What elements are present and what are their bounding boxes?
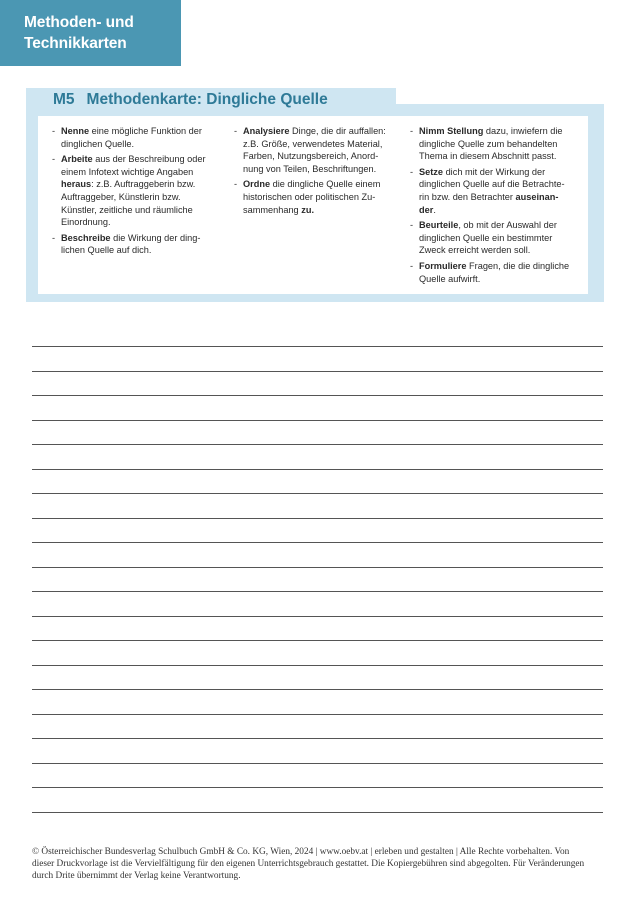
bullet-dash: -: [234, 126, 238, 136]
instruction-item: [52, 153, 212, 229]
instruction-item: [52, 232, 212, 257]
footer-line-3: durch Drite übernimmt der Verlag keine Verantwortung.: [32, 871, 241, 882]
instruction-line: [243, 150, 394, 163]
instruction-text: die dingliche Quelle einem: [270, 179, 381, 190]
instruction-text: , ob mit der Auswahl der: [458, 220, 557, 231]
instruction-text: Quelle aufwirft.: [419, 273, 481, 284]
instruction-line: [61, 244, 212, 257]
method-card-column-1: [52, 125, 212, 260]
instruction-text: aus der Beschreibung oder: [92, 154, 206, 165]
bullet-dash: -: [410, 220, 414, 231]
bullet-dash: -: [52, 154, 56, 165]
instruction-verb: Nenne: [61, 126, 90, 136]
writing-line: [32, 689, 603, 690]
method-card-title-text: Methodenkarte: Dingliche Quelle: [86, 91, 328, 108]
writing-line: [32, 444, 603, 445]
writing-line: [32, 640, 603, 641]
bullet-dash: -: [410, 260, 414, 271]
instruction-line: [243, 191, 394, 204]
instruction-text: Fragen, die die dingliche: [466, 260, 570, 271]
instruction-text: dingliche Quelle zum behandelten: [419, 138, 558, 149]
instruction-line: [61, 178, 212, 191]
writing-line: [32, 346, 603, 347]
instruction-text: lichen Quelle auf dich.: [61, 245, 152, 256]
instruction-line: [61, 232, 212, 245]
instruction-line: [243, 178, 394, 191]
instruction-item: [52, 125, 212, 150]
instruction-text: dazu, inwiefern die: [483, 126, 563, 136]
writing-line: [32, 616, 603, 617]
instruction-verb: Analysiere: [243, 126, 290, 136]
instruction-line: [243, 163, 394, 176]
instruction-item: [410, 166, 578, 216]
section-header-tab: [0, 0, 181, 66]
section-header-line-2: Technikkarten: [24, 35, 127, 52]
instruction-text: nung von Teilen, Beschriftungen.: [243, 163, 377, 174]
instruction-verb: Beurteile: [419, 220, 459, 231]
instruction-text: Auftraggeber, Künstlerin bzw.: [61, 191, 181, 202]
copyright-footer: [32, 846, 607, 883]
instruction-text: dinglichen Quelle auf die Betrachte-: [419, 179, 565, 190]
instruction-verb: der: [419, 204, 434, 215]
bullet-dash: -: [234, 179, 238, 190]
instruction-line: [61, 153, 212, 166]
instruction-line: [61, 216, 212, 229]
instruction-item: [234, 178, 394, 216]
instruction-text: dich mit der Wirkung der: [443, 166, 546, 177]
instruction-text: sammenhang: [243, 204, 302, 215]
instruction-text: die Wirkung der ding-: [110, 232, 201, 243]
writing-line: [32, 395, 603, 396]
writing-line: [32, 738, 603, 739]
writing-line: [32, 493, 603, 494]
writing-line: [32, 591, 603, 592]
instruction-line: [243, 125, 394, 138]
instruction-text: rin bzw. den Betrachter: [419, 191, 516, 202]
instruction-verb: Ordne: [243, 179, 271, 190]
instruction-line: [61, 138, 212, 151]
writing-line: [32, 812, 603, 813]
instruction-verb: Setze: [419, 166, 444, 177]
instruction-line: [419, 191, 578, 204]
method-card-column-2: [234, 125, 394, 219]
instruction-text: einem Infotext wichtige Angaben: [61, 166, 194, 177]
instruction-line: [419, 232, 578, 245]
instruction-text: Künstler, zeitliche und räumliche: [61, 204, 193, 215]
writing-line: [32, 371, 603, 372]
instruction-text: eine mögliche Funktion der: [89, 126, 202, 136]
instruction-text: Thema in diesem Abschnitt passt.: [419, 151, 557, 162]
method-card-column-3: [410, 125, 578, 288]
instruction-text: Zweck erreicht werden soll.: [419, 245, 531, 256]
instruction-item: [410, 260, 578, 285]
writing-line: [32, 420, 603, 421]
instruction-line: [419, 166, 578, 179]
writing-line: [32, 665, 603, 666]
writing-line: [32, 518, 603, 519]
instruction-item: [410, 219, 578, 257]
instruction-text: .: [433, 204, 436, 215]
instruction-line: [61, 166, 212, 179]
instruction-item: [410, 125, 578, 163]
instruction-verb: heraus: [61, 179, 92, 190]
writing-line: [32, 469, 603, 470]
writing-line: [32, 567, 603, 568]
instruction-line: [243, 138, 394, 151]
instruction-verb: Arbeite: [61, 154, 93, 165]
footer-line-2: dieser Druckvorlage ist die Vervielfältigung für den eigenen Unterrichtsgebrauch gestattet. Die Kopiergebühren sind abgegolten. Für Veränderungen: [32, 859, 585, 870]
instruction-text: Dinge, die dir auffallen:: [289, 126, 386, 136]
instruction-text: historischen oder politischen Zu-: [243, 191, 376, 202]
method-card-title: [53, 91, 328, 109]
instruction-verb: Formuliere: [419, 260, 467, 271]
instruction-line: [419, 273, 578, 286]
instruction-line: [419, 125, 578, 138]
instruction-verb: Beschreibe: [61, 232, 111, 243]
footer-line-1: © Österreichischer Bundesverlag Schulbuch GmbH & Co. KG, Wien, 2024 | www.oebv.at | erleben und gestalten | Alle Rechte vorbehalten. Von: [32, 847, 570, 857]
instruction-text: z.B. Größe, verwendetes Material,: [243, 138, 383, 149]
instruction-line: [419, 138, 578, 151]
method-card-body: [38, 116, 588, 294]
section-header-line-1: Methoden- und: [24, 14, 134, 31]
bullet-dash: -: [410, 166, 414, 177]
instruction-line: [243, 204, 394, 217]
instruction-line: [419, 178, 578, 191]
instruction-verb: zu.: [301, 204, 314, 215]
bullet-dash: -: [410, 126, 414, 136]
instruction-line: [419, 219, 578, 232]
writing-line: [32, 714, 603, 715]
instruction-line: [419, 204, 578, 217]
writing-line: [32, 763, 603, 764]
instruction-line: [61, 191, 212, 204]
bullet-dash: -: [52, 126, 56, 136]
instruction-verb: Nimm Stellung: [419, 126, 484, 136]
instruction-text: : z.B. Auftraggeberin bzw.: [91, 179, 196, 190]
instruction-text: Farben, Nutzungsbereich, Anord-: [243, 151, 379, 162]
instruction-line: [419, 260, 578, 273]
instruction-item: [234, 125, 394, 175]
instruction-line: [419, 150, 578, 163]
instruction-line: [61, 204, 212, 217]
instruction-verb: auseinan-: [515, 191, 559, 202]
instruction-text: dinglichen Quelle.: [61, 138, 135, 149]
writing-line: [32, 542, 603, 543]
instruction-text: dinglichen Quelle ein bestimmter: [419, 232, 553, 243]
instruction-line: [419, 244, 578, 257]
instruction-line: [61, 125, 212, 138]
writing-line: [32, 787, 603, 788]
method-card-code: M5: [53, 91, 75, 108]
instruction-text: Einordnung.: [61, 217, 111, 228]
bullet-dash: -: [52, 232, 56, 243]
